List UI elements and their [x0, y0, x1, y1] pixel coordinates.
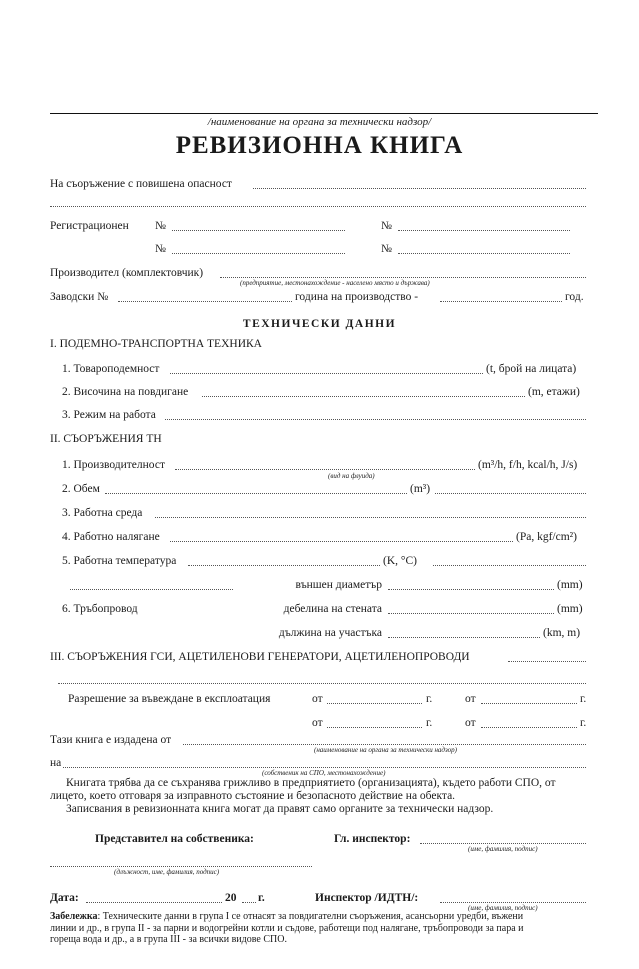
inspector-hint: (име, фамилия, подпис)	[468, 904, 538, 912]
note-para-1: Книгата трябва да се съхранява грижливо в предприятието (организацията), където работи СПО, от	[66, 777, 556, 789]
date-century: 20	[225, 892, 237, 904]
group1-item-unit: (m, етажи)	[528, 386, 580, 398]
registration-label: Регистрационен	[50, 220, 129, 232]
temp-field[interactable]	[188, 565, 380, 566]
pressure-field[interactable]	[170, 541, 513, 542]
group1-item-label: 3. Режим на работа	[62, 409, 156, 421]
permit-date-3[interactable]	[327, 727, 422, 728]
chief-inspector-field[interactable]	[420, 843, 586, 844]
owner-field[interactable]	[63, 767, 586, 768]
number-sign: №	[155, 220, 166, 232]
manufacturer-field[interactable]	[220, 277, 586, 278]
chief-inspector-hint: (име, фамилия, подпис)	[468, 845, 538, 853]
medium-field[interactable]	[155, 517, 586, 518]
from-label: от	[465, 717, 476, 729]
registration-field-4[interactable]	[398, 253, 570, 254]
volume-unit: (m³)	[410, 483, 431, 495]
note-para-1-cont: лицето, което отговаря за изправното състояние и безопасното действие на обекта.	[50, 790, 456, 802]
issued-label: Тази книга е издадена от	[50, 734, 172, 746]
issued-field[interactable]	[183, 744, 586, 745]
technical-heading: ТЕХНИЧЕСКИ ДАННИ	[242, 318, 397, 330]
pipeline-label: 6. Тръбопровод	[62, 603, 138, 615]
group3-field[interactable]	[508, 661, 586, 662]
number-sign: №	[381, 243, 392, 255]
group1-item-field[interactable]	[170, 373, 483, 374]
manufacturer-hint: (предприятие, местонахождение - населено място и държава)	[240, 279, 430, 287]
year-suffix: год.	[565, 291, 584, 303]
footnote	[50, 911, 524, 946]
facility-field-2[interactable]	[50, 206, 586, 207]
page-title: РЕВИЗИОННА КНИГА	[175, 132, 464, 159]
pipe-row-unit: (mm)	[557, 603, 583, 615]
permit-date-2[interactable]	[481, 703, 577, 704]
year-abbr: г.	[426, 717, 433, 729]
year-field[interactable]	[440, 301, 562, 302]
pressure-unit: (Pa, kgf/cm²)	[516, 531, 577, 543]
pipe-row-unit: (km, m)	[543, 627, 581, 639]
group1-item-label: 1. Товароподемност	[62, 363, 160, 375]
pipe-row-field[interactable]	[388, 589, 554, 590]
group1-item-field[interactable]	[202, 396, 525, 397]
footnote-line-2: линии и др., в група II - за парни и водогрейни котли и съдове, работещи под налягане, тръбопроводи за пара и	[50, 922, 524, 934]
footnote-line-1-text: : Техническите данни в група I се отнасят за повдигателни съоръжения, асансьорни уредби, въжени	[97, 911, 524, 922]
volume-field-2[interactable]	[435, 493, 586, 494]
facility-label: На съоръжение с повишена опасност	[50, 178, 232, 190]
capacity-field[interactable]	[175, 469, 475, 470]
owner-rep-label: Представител на собственика:	[95, 833, 254, 845]
date-field[interactable]	[86, 902, 222, 903]
year-abbr: г.	[426, 693, 433, 705]
issued-hint: (наименование на органа за технически надзор)	[314, 746, 457, 754]
group3-field-2[interactable]	[58, 683, 586, 684]
to-label: на	[50, 757, 62, 769]
date-suffix: г.	[258, 892, 265, 904]
year-abbr: г.	[580, 693, 587, 705]
group1-item-label: 2. Височина на повдигане	[62, 386, 189, 398]
group1-item-field[interactable]	[165, 419, 586, 420]
inspector-field[interactable]	[440, 902, 586, 903]
note-para-2: Записвания в ревизионната книга могат да правят само органите за технически надзор.	[66, 803, 494, 815]
number-sign: №	[155, 243, 166, 255]
capacity-label: 1. Производителност	[62, 459, 165, 471]
inspector-label: Инспектор /ИДТН/:	[315, 892, 419, 904]
manufacturer-label: Производител (комплектовчик)	[50, 267, 204, 279]
temp-field-2[interactable]	[433, 565, 586, 566]
permit-date-1[interactable]	[327, 703, 422, 704]
owner-rep-field[interactable]	[50, 866, 312, 867]
pipe-row-label: дебелина на стената	[283, 603, 382, 615]
serial-label: Заводски №	[50, 291, 109, 303]
footnote-line-3: гореща вода и др., а в група III - за всички видове СПО.	[50, 934, 287, 945]
pipe-row-unit: (mm)	[557, 579, 583, 591]
from-label: от	[312, 693, 323, 705]
capacity-unit: (m³/h, f/h, kcal/h, J/s)	[478, 459, 578, 471]
volume-field[interactable]	[105, 493, 407, 494]
temp-unit: (K, °C)	[383, 555, 417, 567]
number-sign: №	[381, 220, 392, 232]
group2-title: II. СЪОРЪЖЕНИЯ ТН	[50, 433, 162, 445]
permit-label: Разрешение за въвеждане в експлоатация	[68, 693, 271, 705]
pressure-label: 4. Работно налягане	[62, 531, 160, 543]
pipe-row-field[interactable]	[388, 613, 554, 614]
medium-label: 3. Работна среда	[62, 507, 143, 519]
serial-field[interactable]	[118, 301, 292, 302]
volume-label: 2. Обем	[62, 483, 100, 495]
temp-label: 5. Работна температура	[62, 555, 177, 567]
date-year-field[interactable]	[242, 902, 256, 903]
date-label: Дата:	[50, 892, 79, 904]
owner-rep-hint: (длъжност, име, фамилия, подпис)	[114, 868, 220, 876]
authority-caption: /наименование на органа за технически надзор/	[207, 116, 432, 128]
permit-date-4[interactable]	[481, 727, 577, 728]
from-label: от	[312, 717, 323, 729]
pipe-row-label: външен диаметър	[295, 579, 382, 591]
registration-field-2[interactable]	[398, 230, 570, 231]
year-abbr: г.	[580, 717, 587, 729]
pipe-row-field[interactable]	[388, 637, 540, 638]
facility-field[interactable]	[253, 188, 586, 189]
pipeline-field[interactable]	[70, 589, 233, 590]
fluid-hint: (вид на флуида)	[328, 472, 375, 480]
pipe-row-label: дължина на участъка	[278, 627, 382, 639]
authority-line	[50, 113, 598, 114]
chief-inspector-label: Гл. инспектор:	[334, 833, 411, 845]
footnote-line-1	[50, 911, 524, 923]
group3-title: III. СЪОРЪЖЕНИЯ ГСИ, АЦЕТИЛЕНОВИ ГЕНЕРАТОРИ, АЦЕТИЛЕНОПРОВОДИ	[50, 651, 470, 663]
registration-field-1[interactable]	[172, 230, 345, 231]
group1-item-unit: (t, брой на лицата)	[486, 363, 577, 375]
from-label: от	[465, 693, 476, 705]
owner-hint: (собственик на СПО, местонахождение)	[262, 769, 386, 777]
year-label: година на производство -	[295, 291, 419, 303]
footnote-label: Забележка	[50, 911, 98, 922]
group1-title: I. ПОДЕМНО-ТРАНСПОРТНА ТЕХНИКА	[50, 338, 262, 350]
registration-field-3[interactable]	[172, 253, 345, 254]
